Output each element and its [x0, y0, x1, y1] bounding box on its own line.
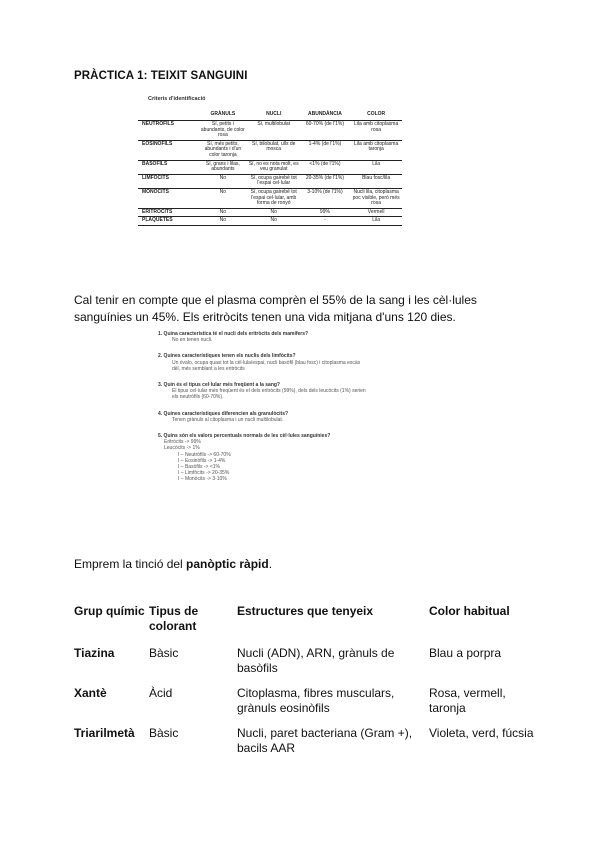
table-cell: 3-10% (de l'1%) [300, 188, 351, 208]
question-text: 4. Quines característiques diferencien als granulòcits? [158, 410, 289, 417]
question-item [158, 382, 418, 401]
table-cell: Bàsic [149, 646, 179, 660]
question-item [158, 433, 418, 483]
header-cell [138, 110, 198, 121]
table-cell: No [248, 208, 300, 217]
table-row [138, 217, 402, 226]
table-cell: <1% (de l'1%) [300, 160, 351, 174]
row-header: BASÒFILS [138, 160, 198, 174]
answer-text: Tenen grànuls al citoplasma i un nucli multilobulat. [172, 416, 284, 423]
plasma-paragraph: Cal tenir en compte que el plasma comprèn el 55% de la sang i les cèl·lules sanguínies un 45%. Els eritròcits tenen una vida mitjana d'uns 120 dies. [74, 293, 477, 324]
table-row [138, 160, 402, 174]
table-cell: Violeta, verd, fúcsia [429, 726, 534, 740]
table-cell: Blau a porpra [429, 646, 502, 660]
row-header: EOSINÒFILS [138, 140, 198, 160]
row-header: NEUTRÒFILS [138, 121, 198, 141]
table-cell: Sí, ocupa gairebé tot l'espai cel·lular [248, 174, 300, 188]
stains-table [74, 604, 544, 766]
row-header: PLAQUETES [138, 217, 198, 226]
question-item [158, 331, 418, 343]
answer-subitem: I – Eosinòfils -> 1-4% [178, 457, 226, 464]
stains-table-header [74, 604, 544, 646]
table-cell: No [198, 217, 248, 226]
header-cell: GRÀNULS [198, 110, 248, 121]
header-cell: Grup químic [74, 604, 145, 618]
group-cell: Tiazina [74, 646, 115, 660]
table-row [74, 646, 544, 686]
identification-table [138, 110, 402, 226]
header-cell: Tipus de colorant [149, 604, 199, 633]
table-cell: Lila amb citoplasma rosa [350, 121, 402, 141]
table-cell: Bàsic [149, 726, 179, 740]
row-header: LIMFÒCITS [138, 174, 198, 188]
table-cell: Blau fosc/lila [350, 174, 402, 188]
header-cell: Estructures que tenyeix [237, 604, 374, 618]
stain-paragraph-post: . [268, 557, 273, 571]
table-cell: No [198, 174, 248, 188]
row-header: MONÒCITS [138, 188, 198, 208]
table-cell: Sí, no es nota molt, es veu granulat [248, 160, 300, 174]
table-row [138, 208, 402, 217]
table-cell: Nucli, paret bacteriana (Gram +), bacils AAR [237, 726, 413, 755]
answer-text: Leucòcits -> 1% [164, 445, 200, 452]
table-cell: No [198, 208, 248, 217]
table-cell: Citoplasma, fibres musculars, grànuls eosinòfils [237, 686, 395, 715]
question-text: 3. Quin és el tipus cel·lular més freqüent a la sang? [158, 382, 280, 389]
table-cell: Nucli (ADN), ARN, grànuls de basòfils [237, 646, 395, 675]
table-cell: No [198, 188, 248, 208]
table-cell: Sí, més petits, abundants i d'un color taronja [198, 140, 248, 160]
question-item [158, 353, 418, 372]
table-cell: 99% [300, 208, 351, 217]
table-cell: 1-4% (de l'1%) [300, 140, 351, 160]
table-cell: Àcid [149, 686, 173, 700]
table-cell: Sí, petits i abundants, de color rosa [198, 121, 248, 141]
table-row [138, 188, 402, 208]
header-cell: Color habitual [429, 604, 510, 618]
table-cell: Vermell [350, 208, 402, 217]
answer-subitem: I – Basòfils -> <1% [178, 464, 220, 471]
question-text: 1. Quina característica té el nucli dels eritròcits dels mamífers? [158, 331, 309, 337]
table-cell: Sí, multilobulat [248, 121, 300, 141]
page-title: PRÀCTICA 1: TEIXIT SANGUINI [74, 70, 248, 82]
answer-text: Un òvalo, ocupa quasi tot la cèl·lula/espai, nucli basòfil (blau fosc) i citoplasma escàs [172, 359, 361, 366]
answer-subitem: I – Monòcits -> 3-10% [178, 476, 227, 483]
table-row [138, 140, 402, 160]
answer-text: els neutròfils (60-70%). [172, 394, 224, 401]
table-cell: No [248, 217, 300, 226]
stain-name: panòptic ràpid [186, 557, 269, 571]
header-cell: ABUNDÀNCIA [300, 110, 351, 121]
table-row [74, 726, 544, 766]
table-cell: Lila amb citoplasma taronja [350, 140, 402, 160]
question-text: 2. Quines característiques tenen els nuclis dels limfòcits? [158, 353, 296, 360]
header-cell: COLOR [350, 110, 402, 121]
answer-text: No en tenen nucli. [172, 337, 213, 344]
identification-table-header [138, 110, 402, 121]
group-cell: Xantè [74, 686, 107, 700]
stain-paragraph [74, 557, 272, 571]
table-cell: 60-70% (de l'1%) [300, 121, 351, 141]
table-row [74, 686, 544, 726]
table-cell: Rosa, vermell, taronja [429, 686, 506, 715]
answer-text: El tipus cel·lular més freqüent és el dels eritròcits (99%), dels dels leucòcits (1%) serien [172, 388, 366, 395]
table-cell: Lila [350, 160, 402, 174]
question-item [158, 411, 418, 423]
answer-subitem: I – Limfòcits -> 20-35% [178, 470, 230, 477]
table-cell: - [300, 217, 351, 226]
table-row [138, 121, 402, 141]
answer-text: dèl, més semblant a les eritròcits [172, 365, 245, 372]
table-cell: Sí, bilobulat, ulls de mosca [248, 140, 300, 160]
table-cell: Sí, ocupa gairebé tot l'espai cel·lular, amb forma de ronyó [248, 188, 300, 208]
row-header: ERITRÒCITS [138, 208, 198, 217]
question-text: 5. Quins són els valors percentuals normals de les cèl·lules sanguínies? [158, 433, 331, 440]
questions-list [158, 331, 418, 493]
table-cell: Sí, grans i lilas, abundants [198, 160, 248, 174]
stain-paragraph-pre: Emprem la tinció del [74, 557, 187, 571]
answer-subitem: I – Neutròfils -> 60-70% [178, 451, 231, 458]
table-cell: 20-35% (de l'1%) [300, 174, 351, 188]
criteria-label: Criteris d'identificació [148, 96, 206, 102]
table-cell: Lila [350, 217, 402, 226]
header-cell: NUCLI [248, 110, 300, 121]
answer-text: Eritròcits -> 99% [164, 439, 201, 446]
table-cell: Nucli lila, citoplasma poc visible, però més rosa [350, 188, 402, 208]
table-row [138, 174, 402, 188]
group-cell: Triarilmetà [74, 726, 135, 740]
